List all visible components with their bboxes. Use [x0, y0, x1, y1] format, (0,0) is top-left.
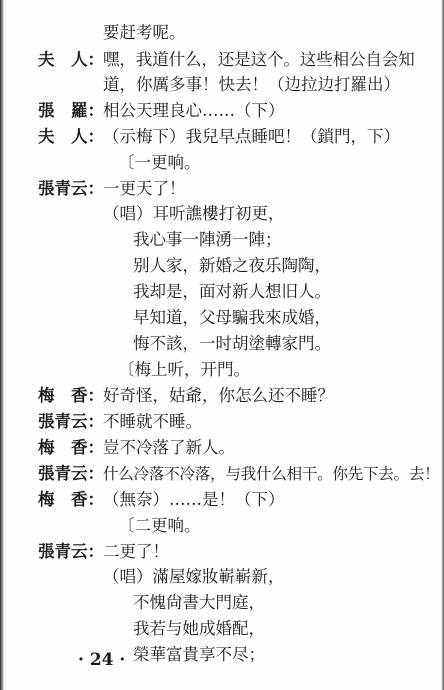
speaker-label: 張青云： [38, 464, 104, 483]
song-line: 榮華富貴享不尽； [133, 645, 265, 664]
song-line: （唱）滿屋嫁妝嶄嶄新， [103, 567, 285, 586]
speaker-label: 張 羅： [38, 101, 104, 120]
song-line: 悔不該，一时胡塗轉家門。 [133, 334, 331, 353]
song-line: 早知道，父母騙我來成婚， [133, 308, 331, 327]
dialogue-line: （示梅下）我兒早点睡吧！（鎖門，下） [103, 127, 400, 146]
song-line: 我若与她成婚配， [133, 619, 265, 638]
speaker-label: 張青云： [38, 179, 104, 198]
song-line: （唱）耳听譙樓打初更， [103, 204, 285, 223]
dialogue-line: 不睡就不睡。 [103, 412, 202, 431]
song-line: 不愧尙書大門庭， [133, 593, 265, 612]
dialogue-line: 道，你厲多事！快去！（边拉边打羅出） [103, 75, 400, 94]
page-number: · 24 · [78, 650, 126, 670]
dialogue-line: 嘿，我道什么，还是这个。这些相公自会知 [103, 50, 415, 69]
song-line: 我却是，面对新人想旧人。 [133, 282, 331, 301]
dialogue-line: 好奇怪，姑爺，你怎么还不睡？ [103, 386, 334, 405]
speaker-label: 夫 人： [38, 50, 104, 69]
speaker-label: 張青云： [38, 542, 104, 561]
page-left-edge [0, 0, 4, 690]
dialogue-line: 相公天理良心……（下） [103, 101, 285, 120]
dialogue-line: 二更了！ [103, 542, 169, 561]
speaker-label: 夫 人： [38, 127, 104, 146]
speaker-label: 梅 香： [38, 490, 104, 509]
speaker-label: 梅 香： [38, 386, 104, 405]
stage-direction: 〔二更响。 [118, 516, 201, 535]
speaker-label: 梅 香： [38, 438, 104, 457]
dialogue-line: 一更天了！ [103, 179, 186, 198]
song-line: 别人家，新婚之夜乐陶陶， [133, 256, 331, 275]
dialogue-line: （無奈）……是！（下） [103, 490, 285, 509]
stage-direction: 〔一更响。 [118, 153, 201, 172]
song-line: 我心事一陣湧一陣； [133, 230, 282, 249]
dialogue-line: 豈不冷落了新人。 [103, 438, 235, 457]
dialogue-line: 什么冷落不冷落，与我什么相干。你先下去。去！ [103, 465, 440, 483]
speaker-label: 張青云： [38, 412, 104, 431]
stage-direction: 〔梅上听，开門。 [118, 360, 250, 379]
dialogue-line: 要赶考呢。 [103, 23, 186, 42]
